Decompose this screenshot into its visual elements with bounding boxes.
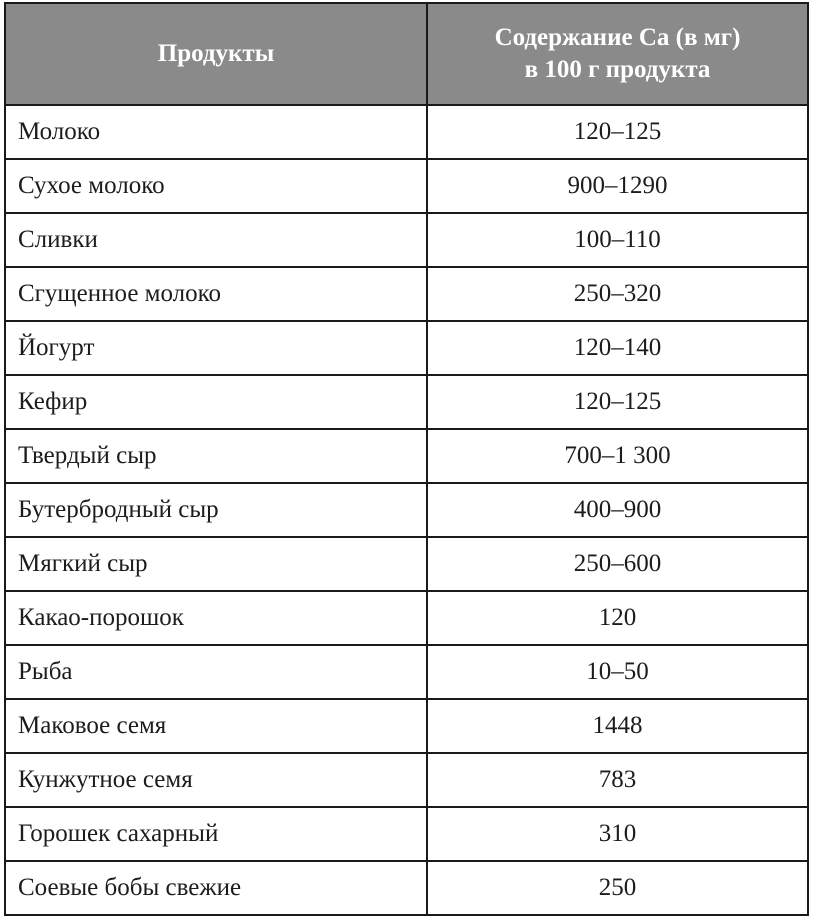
calcium-value-cell: 783: [427, 753, 808, 807]
table-header: [5, 3, 808, 105]
header-calcium-line1: Содержание Са (в мг): [494, 24, 741, 51]
product-name-cell: Кунжутное семя: [5, 753, 427, 807]
product-name-cell: Йогурт: [5, 321, 427, 375]
product-name-cell: Кефир: [5, 375, 427, 429]
product-name-cell: Молоко: [5, 105, 427, 159]
calcium-value-cell: 700–1 300: [427, 429, 808, 483]
product-name-cell: Какао-порошок: [5, 591, 427, 645]
calcium-value-cell: 100–110: [427, 213, 808, 267]
product-name-cell: Сливки: [5, 213, 427, 267]
calcium-value-cell: 310: [427, 807, 808, 861]
product-name-cell: Сгущенное молоко: [5, 267, 427, 321]
product-name-cell: Рыба: [5, 645, 427, 699]
calcium-value-cell: 120–125: [427, 105, 808, 159]
calcium-value-cell: 120–125: [427, 375, 808, 429]
table-row: [5, 159, 808, 213]
product-name-cell: Соевые бобы свежие: [5, 861, 427, 915]
product-name-cell: Бутербродный сыр: [5, 483, 427, 537]
calcium-value-cell: 1448: [427, 699, 808, 753]
table-row: [5, 105, 808, 159]
product-name-cell: Твердый сыр: [5, 429, 427, 483]
product-name-cell: Горошек сахарный: [5, 807, 427, 861]
header-product: [5, 3, 427, 105]
header-product-label: Продукты: [157, 40, 275, 67]
table-row: [5, 807, 808, 861]
table-row: [5, 591, 808, 645]
calcium-content-table-wrapper: [4, 2, 809, 916]
header-calcium-line2: в 100 г продукта: [524, 56, 711, 83]
table-row: [5, 699, 808, 753]
table-row: [5, 213, 808, 267]
calcium-value-cell: 250–320: [427, 267, 808, 321]
table-row: [5, 645, 808, 699]
table-row: [5, 483, 808, 537]
calcium-value-cell: 250: [427, 861, 808, 915]
table-body: [5, 105, 808, 915]
calcium-value-cell: 400–900: [427, 483, 808, 537]
table-row: [5, 267, 808, 321]
calcium-value-cell: 120–140: [427, 321, 808, 375]
header-row: [5, 3, 808, 105]
table-row: [5, 321, 808, 375]
product-name-cell: Маковое семя: [5, 699, 427, 753]
product-name-cell: Мягкий сыр: [5, 537, 427, 591]
calcium-content-table: [4, 2, 809, 916]
calcium-value-cell: 250–600: [427, 537, 808, 591]
calcium-value-cell: 900–1290: [427, 159, 808, 213]
calcium-value-cell: 10–50: [427, 645, 808, 699]
calcium-value-cell: 120: [427, 591, 808, 645]
table-row: [5, 753, 808, 807]
table-row: [5, 429, 808, 483]
table-row: [5, 537, 808, 591]
product-name-cell: Сухое молоко: [5, 159, 427, 213]
header-calcium: [427, 3, 808, 105]
table-row: [5, 375, 808, 429]
table-row: [5, 861, 808, 915]
